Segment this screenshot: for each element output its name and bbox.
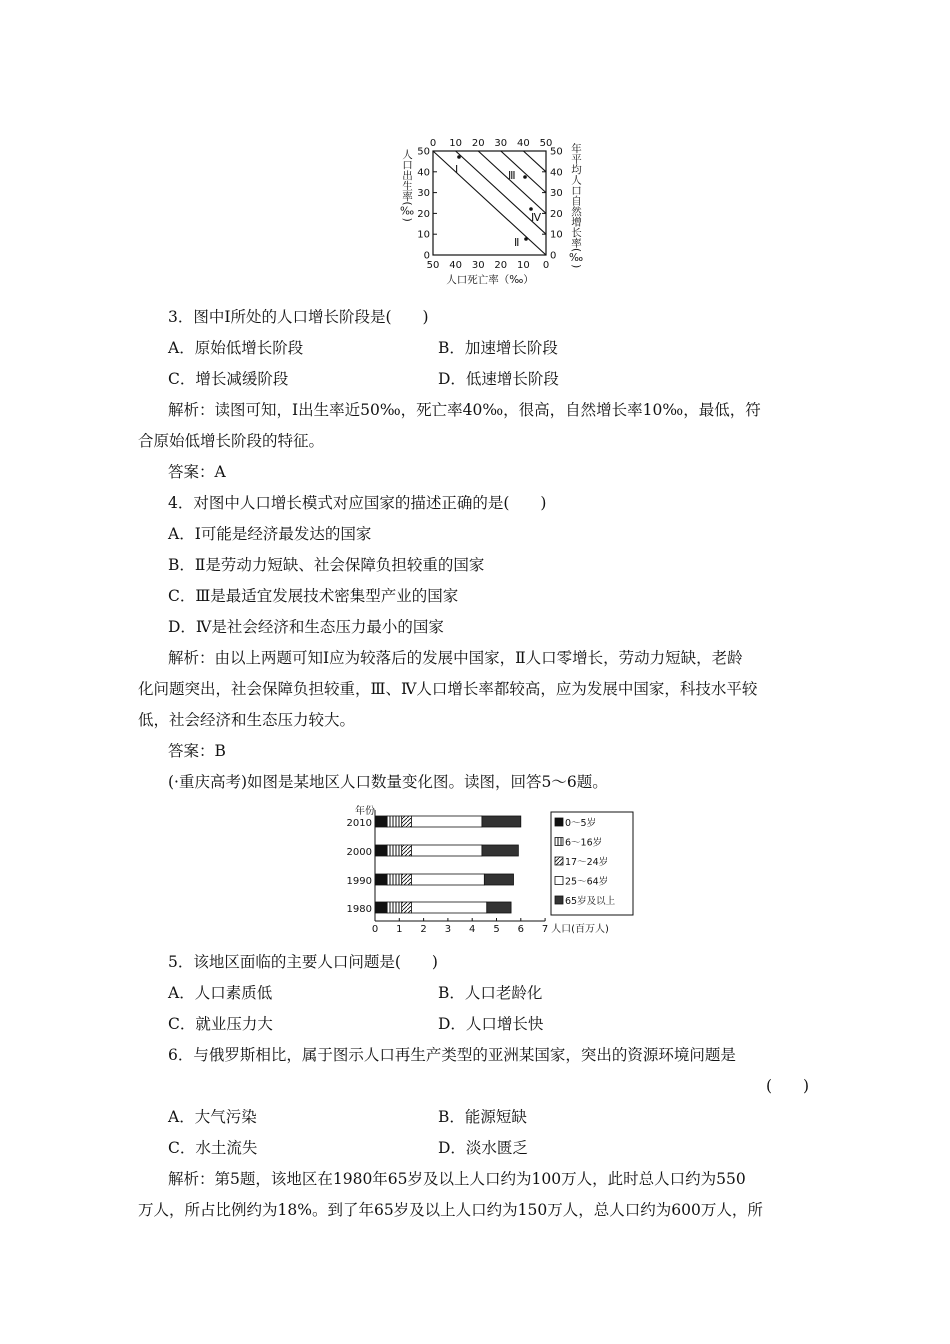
bottom-tick-0: 0 bbox=[542, 260, 550, 271]
q3-stem: 3．图中Ⅰ所处的人口增长阶段是( ) bbox=[168, 308, 429, 326]
q4-analysis-line2: 化问题突出，社会保障负担较重，Ⅲ、Ⅳ人口增长率都较高，应为发展中国家，科技水平较 bbox=[138, 680, 758, 698]
bar-1980-series-0 bbox=[375, 902, 387, 913]
bar-1990-series-1 bbox=[387, 874, 402, 885]
q6-answer-paren: ( ) bbox=[766, 1077, 810, 1095]
q4-analysis-line3: 低，社会经济和生态压力较大。 bbox=[138, 711, 356, 729]
left-tick-40: 40 bbox=[417, 167, 430, 179]
top-tick-50: 50 bbox=[539, 138, 553, 149]
bar-chart-svg bbox=[335, 802, 645, 942]
bars-group bbox=[347, 816, 521, 915]
q4-option-c: C．Ⅲ是最适宜发展技术密集型产业的国家 bbox=[168, 587, 459, 605]
category-label-2010: 2010 bbox=[346, 818, 372, 829]
q5-stem: 5．该地区面临的主要人口问题是( ) bbox=[168, 953, 438, 971]
bar-2000-series-2 bbox=[402, 845, 412, 856]
q6-stem: 6．与俄罗斯相比，属于图示人口再生产类型的亚洲某国家，突出的资源环境问题是 bbox=[168, 1046, 736, 1064]
point-II bbox=[524, 237, 528, 241]
category-label-2000: 2000 bbox=[346, 847, 372, 858]
legend-swatch-1 bbox=[555, 838, 563, 846]
q3-option-d: D．低速增长阶段 bbox=[438, 370, 559, 388]
q5-option-a: A．人口素质低 bbox=[168, 984, 273, 1002]
legend-swatch-0 bbox=[555, 818, 563, 826]
left-tick-10: 10 bbox=[417, 229, 430, 241]
right-tick-10: 10 bbox=[550, 229, 563, 241]
q5-option-d: D．人口增长快 bbox=[438, 1015, 544, 1033]
point-label-III: Ⅲ bbox=[508, 169, 516, 182]
diagonal-line-40 bbox=[523, 151, 546, 172]
bar-2000-series-4 bbox=[482, 845, 518, 856]
top-tick-10: 10 bbox=[449, 138, 462, 149]
right-tick-30: 30 bbox=[550, 188, 563, 200]
q4-answer: 答案：B bbox=[168, 742, 226, 760]
bottom-tick-10: 10 bbox=[517, 260, 530, 271]
bottom-tick-40: 40 bbox=[449, 260, 462, 271]
left-axis-label: 人口出生率(‰) bbox=[401, 149, 413, 222]
x-tick-label-3: 3 bbox=[444, 924, 452, 935]
y-axis-title: 年份 bbox=[355, 806, 375, 817]
top-tick-0: 0 bbox=[429, 138, 437, 149]
bar-1980-series-1 bbox=[387, 902, 402, 913]
q4-option-a: A．Ⅰ可能是经济最发达的国家 bbox=[168, 525, 372, 543]
top-tick-30: 30 bbox=[494, 138, 508, 149]
right-tick-0: 0 bbox=[550, 250, 557, 262]
bar-1980-series-4 bbox=[487, 902, 511, 913]
bar-2010-series-1 bbox=[387, 816, 402, 827]
left-tick-0: 0 bbox=[423, 250, 430, 262]
x-tick-label-0: 0 bbox=[371, 924, 379, 935]
point-label-II: Ⅱ bbox=[514, 236, 520, 249]
bar-1990-series-3 bbox=[411, 874, 484, 885]
bar-1980-series-2 bbox=[402, 902, 412, 913]
q4-option-d: D．Ⅳ是社会经济和生态压力最小的国家 bbox=[168, 618, 444, 636]
bottom-tick-20: 20 bbox=[494, 260, 508, 271]
x-tick-label-1: 1 bbox=[396, 924, 403, 935]
point-III bbox=[523, 175, 527, 179]
q4-option-b: B．Ⅱ是劳动力短缺、社会保障负担较重的国家 bbox=[168, 556, 485, 574]
category-label-1990: 1990 bbox=[346, 876, 372, 887]
population-growth-diagram-svg bbox=[395, 135, 590, 287]
q6-analysis-line1: 解析：第5题，该地区在1980年65岁及以上人口约为100万人，此时总人口约为550 bbox=[168, 1170, 746, 1188]
bar-2000-series-3 bbox=[411, 845, 481, 856]
left-tick-20: 20 bbox=[417, 208, 430, 220]
diagonal-line-20 bbox=[478, 151, 546, 213]
point-I bbox=[457, 155, 461, 159]
legend-swatch-4 bbox=[555, 896, 563, 904]
category-label-1980: 1980 bbox=[346, 904, 372, 915]
bar-2010-series-0 bbox=[375, 816, 387, 827]
legend-swatch-2 bbox=[555, 857, 563, 865]
x-tick-label-2: 2 bbox=[420, 924, 427, 935]
q6-option-a: A．大气污染 bbox=[168, 1108, 257, 1126]
x-axis-label: 人口(百万人) bbox=[551, 924, 609, 935]
population-growth-diagram bbox=[395, 135, 590, 287]
legend-label-2: 17～24岁 bbox=[565, 857, 609, 868]
population-bar-chart bbox=[335, 802, 645, 942]
q6-analysis-line2: 万人，所占比例约为18%。到了年65岁及以上人口约为150万人，总人口约为600万人，所 bbox=[138, 1201, 763, 1219]
point-label-I: Ⅰ bbox=[455, 163, 459, 176]
bar-2010-series-3 bbox=[411, 816, 481, 827]
bottom-tick-50: 50 bbox=[426, 260, 440, 271]
bar-1980-series-3 bbox=[411, 902, 486, 913]
top-tick-40: 40 bbox=[517, 138, 530, 149]
x-tick-label-4: 4 bbox=[469, 924, 476, 935]
right-tick-40: 40 bbox=[550, 167, 563, 179]
bar-2000-series-0 bbox=[375, 845, 387, 856]
right-tick-20: 20 bbox=[550, 208, 563, 220]
q3-option-a: A．原始低增长阶段 bbox=[168, 339, 304, 357]
q4-analysis-line1: 解析：由以上两题可知Ⅰ应为较落后的发展中国家，Ⅱ人口零增长，劳动力短缺，老龄 bbox=[168, 649, 743, 667]
diagonal-line-0 bbox=[433, 151, 546, 255]
legend-label-3: 25～64岁 bbox=[565, 876, 609, 888]
q3-option-c: C．增长减缓阶段 bbox=[168, 370, 289, 388]
legend-label-0: 0～5岁 bbox=[565, 818, 597, 829]
x-tick-label-6: 6 bbox=[517, 924, 524, 935]
x-tick-label-7: 7 bbox=[541, 924, 549, 935]
q5-option-c: C．就业压力大 bbox=[168, 1015, 273, 1033]
bar-1990-series-0 bbox=[375, 874, 387, 885]
q6-option-d: D．淡水匮乏 bbox=[438, 1139, 528, 1157]
left-tick-50: 50 bbox=[417, 146, 430, 158]
q3-analysis-line2: 合原始低增长阶段的特征。 bbox=[138, 432, 325, 450]
bar-1990-series-2 bbox=[402, 874, 412, 885]
bottom-tick-30: 30 bbox=[471, 260, 485, 271]
x-tick-label-5: 5 bbox=[493, 924, 500, 935]
legend-label-1: 6～16岁 bbox=[565, 837, 603, 849]
right-tick-50: 50 bbox=[550, 146, 563, 158]
q3-analysis-line1: 解析：读图可知，Ⅰ出生率近50‰，死亡率40‰，很高，自然增长率10‰，最低，符 bbox=[168, 401, 761, 419]
q5-option-b: B．人口老龄化 bbox=[438, 984, 543, 1002]
bar-2010-series-2 bbox=[402, 816, 412, 827]
legend-label-4: 65岁及以上 bbox=[565, 896, 616, 907]
top-tick-20: 20 bbox=[471, 138, 485, 149]
q4-stem: 4．对图中人口增长模式对应国家的描述正确的是( ) bbox=[168, 494, 547, 512]
q3-answer: 答案：A bbox=[168, 463, 226, 481]
q56-intro: (·重庆高考)如图是某地区人口数量变化图。读图，回答5～6题。 bbox=[168, 773, 608, 791]
bar-2010-series-4 bbox=[482, 816, 521, 827]
bar-2000-series-1 bbox=[387, 845, 402, 856]
left-tick-30: 30 bbox=[417, 188, 430, 200]
bar-1990-series-4 bbox=[484, 874, 513, 885]
legend-swatch-3 bbox=[555, 877, 563, 885]
q6-option-b: B．能源短缺 bbox=[438, 1108, 527, 1126]
point-label-IV: Ⅳ bbox=[531, 211, 542, 224]
x-axis-label: 人口死亡率（‰） bbox=[446, 274, 534, 286]
q6-option-c: C．水土流失 bbox=[168, 1139, 258, 1157]
right-axis-label: 年平均人口自然增长率(‰) bbox=[570, 143, 582, 269]
q3-option-b: B．加速增长阶段 bbox=[438, 339, 558, 357]
